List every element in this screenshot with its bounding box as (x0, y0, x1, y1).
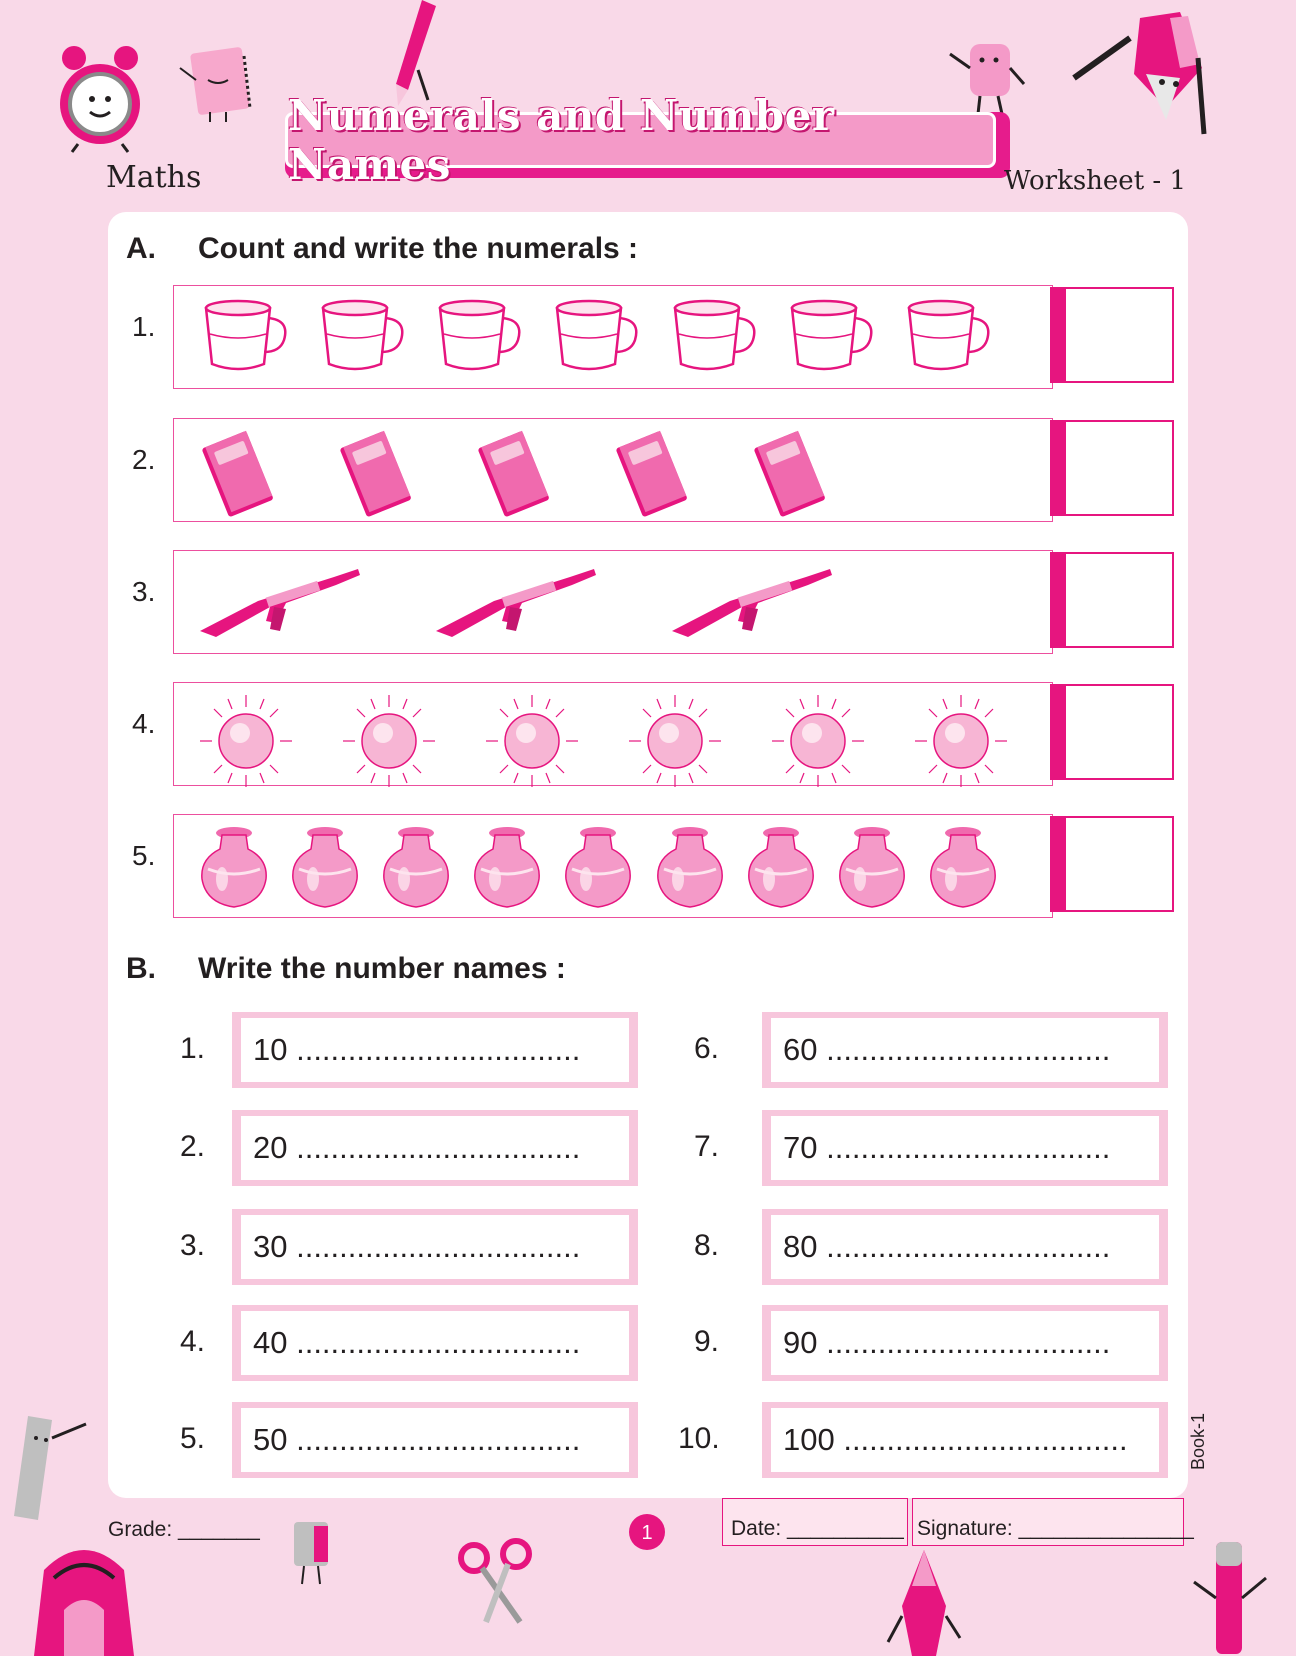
number-name-line[interactable]: 80 ................................. (771, 1215, 1159, 1279)
subject-label: Maths (106, 160, 202, 195)
cup-icon (782, 294, 878, 383)
item-number: 8. (694, 1229, 720, 1262)
answer-box[interactable] (1050, 287, 1174, 383)
sun-icon (625, 691, 725, 796)
date-field[interactable]: Date: __________ (731, 1517, 904, 1540)
crayon-character-icon (884, 1546, 964, 1656)
sharpener-character-icon (284, 1518, 344, 1588)
number-name-line[interactable]: 20 ................................. (241, 1116, 629, 1180)
pot-icon (652, 823, 728, 918)
picture-box (173, 682, 1053, 786)
answer-box[interactable] (1050, 552, 1174, 648)
row-number: 3. (132, 576, 156, 607)
answer-box[interactable] (1050, 816, 1174, 912)
pot-icon (925, 823, 1001, 918)
date-box[interactable] (722, 1498, 908, 1546)
book-icon (334, 427, 418, 528)
number-name-line[interactable]: 40 ................................. (241, 1311, 629, 1375)
pot-icon (834, 823, 910, 918)
picture-box (173, 418, 1053, 522)
page-number: 1 (641, 1522, 653, 1544)
number-name-box[interactable] (762, 1110, 1168, 1186)
number-name-box[interactable] (232, 1110, 638, 1186)
item-number: 1. (180, 1032, 206, 1065)
cup-icon (313, 294, 409, 383)
number-name-box[interactable] (762, 1209, 1168, 1285)
section-a-heading: Count and write the numerals : (198, 232, 639, 265)
item-number: 9. (694, 1325, 720, 1358)
item-number: 10. (678, 1422, 720, 1455)
alarm-clock-icon (52, 44, 148, 154)
picture-box (173, 550, 1053, 654)
number-name-line[interactable]: 60 ................................. (771, 1018, 1159, 1082)
gun-icon (432, 559, 602, 648)
pencil-mascot-icon (1070, 8, 1220, 138)
notebook-character-icon (178, 46, 264, 124)
picture-box (173, 814, 1053, 918)
cup-icon (196, 294, 292, 383)
school-bag-icon (14, 1530, 154, 1656)
item-number: 4. (180, 1325, 206, 1358)
section-b-heading: Write the number names : (198, 952, 566, 985)
scissors-icon (456, 1536, 536, 1626)
item-number: 3. (180, 1229, 206, 1262)
worksheet-number: Worksheet - 1 (1004, 166, 1186, 196)
page-number-badge (627, 1512, 667, 1552)
number-name-line[interactable]: 70 ................................. (771, 1116, 1159, 1180)
item-number: 2. (180, 1130, 206, 1163)
pot-icon (378, 823, 454, 918)
worksheet-title: Numerals and Number Names (288, 91, 835, 189)
book-label: Book-1 (1188, 1412, 1208, 1470)
item-number: 5. (180, 1422, 206, 1455)
sun-icon (196, 691, 296, 796)
title-banner (285, 91, 1010, 189)
book-icon (196, 427, 280, 528)
number-name-box[interactable] (232, 1012, 638, 1088)
pot-icon (287, 823, 363, 918)
number-name-box[interactable] (232, 1305, 638, 1381)
book-icon (610, 427, 694, 528)
pen-character-icon (1190, 1538, 1270, 1656)
answer-box[interactable] (1050, 420, 1174, 516)
number-name-line[interactable]: 100 ................................. (771, 1408, 1159, 1472)
sun-icon (482, 691, 582, 796)
number-name-line[interactable]: 90 ................................. (771, 1311, 1159, 1375)
sun-icon (339, 691, 439, 796)
number-name-line[interactable]: 50 ................................. (241, 1408, 629, 1472)
cup-icon (430, 294, 526, 383)
cup-icon (547, 294, 643, 383)
signature-field[interactable]: Signature: _______________ (917, 1517, 1194, 1540)
signature-box[interactable] (912, 1498, 1194, 1546)
row-number: 4. (132, 708, 156, 739)
item-number: 6. (694, 1032, 720, 1065)
gun-icon (668, 559, 838, 648)
number-name-box[interactable] (762, 1012, 1168, 1088)
number-name-box[interactable] (232, 1209, 638, 1285)
item-number: 7. (694, 1130, 720, 1163)
number-name-box[interactable] (232, 1402, 638, 1478)
row-number: 2. (132, 444, 156, 475)
sun-icon (911, 691, 1011, 796)
pot-icon (743, 823, 819, 918)
answer-box[interactable] (1050, 684, 1174, 780)
pot-icon (560, 823, 636, 918)
gun-icon (196, 559, 366, 648)
number-name-line[interactable]: 10 ................................. (241, 1018, 629, 1082)
number-name-line[interactable]: 30 ................................. (241, 1215, 629, 1279)
section-a-letter: A. (126, 232, 156, 265)
cup-icon (899, 294, 995, 383)
picture-box (173, 285, 1053, 389)
cup-icon (665, 294, 761, 383)
book-icon (748, 427, 832, 528)
grade-field[interactable]: Grade: _______ (108, 1518, 260, 1541)
book-icon (472, 427, 556, 528)
number-name-box[interactable] (762, 1402, 1168, 1478)
number-name-box[interactable] (762, 1305, 1168, 1381)
ruler-character-icon (8, 1408, 92, 1528)
pot-icon (196, 823, 272, 918)
row-number: 1. (132, 311, 156, 342)
sun-icon (768, 691, 868, 796)
section-b-letter: B. (126, 952, 156, 985)
row-number: 5. (132, 840, 156, 871)
pot-icon (469, 823, 545, 918)
